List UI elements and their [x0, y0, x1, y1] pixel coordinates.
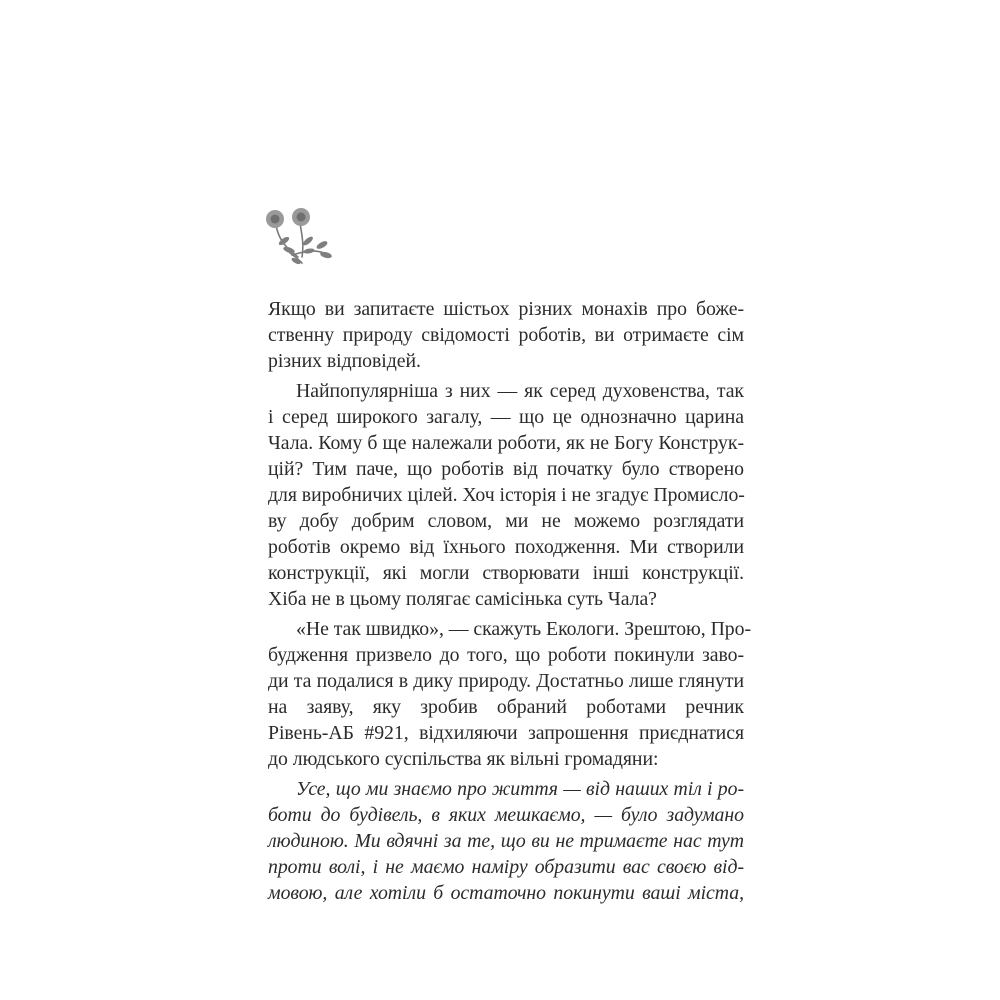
text-line: «Не так швидко», — скажуть Екологи. Зрештою, Про- — [296, 618, 752, 640]
text-line: роботів окремо від їхнього походження. Ми створили — [268, 536, 744, 558]
quote-line: Усе, що ми знаємо про життя — від наших тіл і ро- — [296, 778, 744, 800]
quote-line: боти до будівель, в яких мешкаємо, — було задумано — [268, 804, 744, 826]
text-line: Найпопулярніша з них — як серед духовенства, так — [296, 380, 744, 402]
quote-line: людиною. Ми вдячні за те, що ви не тримаєте нас тут — [268, 830, 744, 852]
text-line: різних відповідей. — [268, 350, 421, 372]
text-line: Рівень-АБ #921, відхиляючи запрошення приєднатися — [268, 722, 744, 744]
text-line: ственну природу свідомості роботів, ви отримаєте сім — [268, 324, 744, 346]
text-line: і серед широкого загалу, — що це однозначно царина — [268, 406, 744, 428]
text-line: Чала. Кому б ще належали роботи, як не Богу Конструк- — [268, 432, 744, 454]
text-line: до людського суспільства як вільні громадяни: — [268, 748, 659, 770]
text-line: Якщо ви запитаєте шістьох різних монахів про боже- — [268, 298, 744, 320]
text-line: будження призвело до того, що роботи покинули заво- — [268, 644, 744, 666]
text-line: ди та подалися в дику природу. Достатньо лише глянути — [268, 670, 744, 692]
text-line: на заяву, яку зробив обраний роботами речник — [268, 696, 744, 718]
text-line: для виробничих цілей. Хоч історія і не згадує Промисло- — [268, 484, 745, 506]
text-line: цій? Тим паче, що роботів від початку було створено — [268, 458, 744, 480]
flower-sprig-icon — [262, 205, 342, 267]
text-line: Хіба не в цьому полягає самісінька суть Чала? — [268, 588, 657, 610]
quote-line: проти волі, і не маємо наміру образити вас своєю від- — [268, 856, 744, 878]
quote-line: мовою, але хотіли б остаточно покинути ваші міста, — [268, 882, 744, 904]
text-line: ву добу добрим словом, ми не можемо розглядати — [268, 510, 744, 532]
text-line: конструкції, які могли створювати інші конструкції. — [268, 562, 744, 584]
